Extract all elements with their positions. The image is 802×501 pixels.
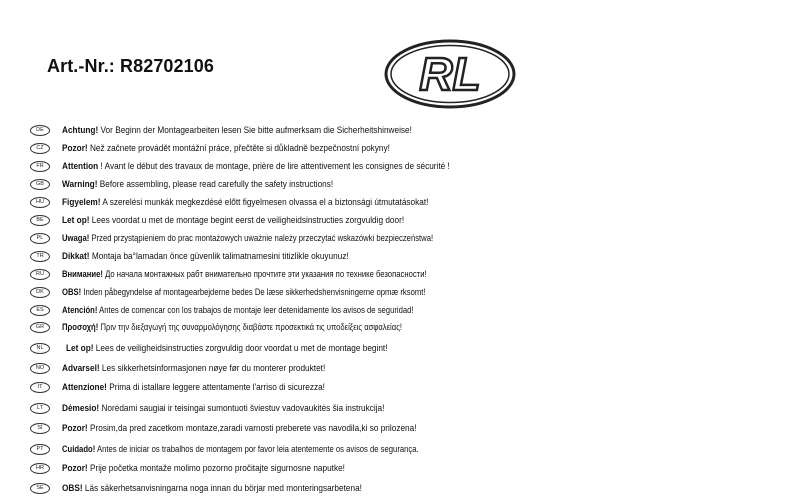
language-badge: PL	[30, 233, 50, 244]
warning-message: ! Avant le début des travaux de montage, prière de lire attentivement les consignes de sécurité !	[100, 160, 450, 172]
warning-message: Antes de iniciar os trabalhos de montagem por favor leia atentemente os avisos de segurança.	[96, 443, 419, 455]
warning-label: Advarsel!	[62, 362, 100, 374]
warning-row	[30, 195, 488, 209]
warning-message: Les sikkerhetsinformasjonen nøye før du monterer produktet!	[101, 362, 326, 374]
warning-row	[30, 159, 513, 173]
warning-message: Prije početka montaže molimo pozorno pročitajte sigurnosne naputke!	[89, 462, 345, 474]
warning-label: Dėmesio!	[62, 402, 100, 414]
language-badge: GR	[30, 322, 50, 333]
warning-row	[30, 141, 443, 155]
warning-row	[30, 461, 391, 475]
warning-label: Warning!	[62, 178, 98, 190]
warning-text	[62, 382, 325, 393]
warning-row	[30, 249, 395, 263]
warning-row	[30, 177, 377, 191]
warning-label: Dikkat!	[62, 250, 90, 262]
warning-text	[62, 215, 404, 226]
warning-label: Attention	[62, 160, 99, 172]
warning-label: Внимание!	[62, 268, 103, 280]
warning-row	[30, 285, 516, 299]
warning-message: Inden påbegyndelse af montagearbejderne bedes De læse sikkerhedshenvisningerne opmæ rksomt!	[83, 286, 426, 298]
warning-message: Läs säkerhetsanvisningarna noga innan du börjar med monteringsarbetena!	[84, 482, 362, 494]
warning-text	[62, 125, 412, 136]
warning-label: Attenzione!	[62, 381, 107, 393]
warning-label: Uwaga!	[62, 232, 90, 244]
logo-text: RL	[419, 48, 481, 100]
language-badge: NO	[30, 363, 50, 374]
warning-text	[62, 179, 333, 190]
warning-message: Prima di istallare leggere attentamente l'arriso di sicurezza!	[109, 381, 325, 393]
warning-row	[30, 421, 474, 435]
warning-label: Προσοχή!	[62, 321, 99, 333]
language-badge: FR	[30, 161, 50, 172]
warning-message: Než začnete provádět montážní práce, přečtěte si důkladně bezpečnostní pokyny!	[89, 142, 390, 154]
warning-message: Lees voordat u met de montage begint eerst de veiligheidsinstructies zorgvuldig door!	[91, 214, 405, 226]
warning-row	[30, 341, 440, 355]
warning-message: Vor Beginn der Montagearbeiten lesen Sie bitte aufmerksam die Sicherheitshinweise!	[100, 124, 412, 136]
warning-row	[30, 361, 368, 375]
warning-row	[30, 303, 501, 317]
warning-text	[62, 322, 402, 333]
warning-message: Prosim,da pred zacetkom montaze,zaradi varnosti preberete vas navodila,ki so prilozena!	[89, 422, 417, 434]
language-badge: TR	[30, 251, 50, 262]
warning-row	[30, 123, 469, 137]
warning-message: Πριν την διεξαγωγή της συναρμολόγησης διαβάστε προσεκτικά τις υποδείξεις ασφαλείας!	[100, 321, 403, 333]
warning-message: Lees de veiligheidsinstructies zorgvuldig door voordat u met de montage begint!	[95, 342, 388, 354]
language-badge: SE	[30, 483, 50, 494]
warning-text	[62, 483, 362, 494]
warning-text	[62, 161, 450, 172]
warning-label: OBS!	[62, 482, 83, 494]
language-badge: CZ	[30, 143, 50, 154]
article-number: Art.-Nr.: R82702106	[47, 56, 214, 76]
warning-text	[62, 305, 414, 316]
language-badge: HR	[30, 463, 50, 474]
warning-label: Achtung!	[62, 124, 99, 136]
warning-message: Antes de comencar con los trabajos de montaje leer detenidamente los avisos de seguridad!	[99, 304, 414, 316]
warning-label: OBS!	[62, 286, 82, 298]
language-badge: LT	[30, 403, 50, 414]
warning-text	[62, 197, 428, 208]
warning-message: Norėdami saugiai ir teisingai sumontuoti šviestuv vadovaukitės šia instrukcija!	[101, 402, 385, 414]
warning-text	[62, 423, 417, 434]
language-badge: IT	[30, 382, 50, 393]
language-badge: BE	[30, 215, 50, 226]
warning-row	[30, 401, 437, 415]
warning-text	[66, 343, 388, 354]
language-badge: NL	[30, 343, 50, 354]
warning-text	[62, 363, 325, 374]
warning-label: Atención!	[62, 304, 98, 316]
warning-row	[30, 231, 526, 245]
language-badge: PT	[30, 444, 50, 455]
warning-message: Montaja ba°lamadan önce güvenlik talimatnamesini titizlikle okuyunuz!	[91, 250, 349, 262]
warning-message: До начала монтажных рабт внимательно прочтите эти указания по технике безопасности!	[105, 268, 427, 280]
warning-text	[62, 143, 390, 154]
warning-label: Cuidado!	[62, 443, 96, 455]
warning-row	[30, 380, 368, 394]
warning-label: Pozor!	[62, 462, 88, 474]
language-badge: DK	[30, 287, 50, 298]
warning-label: Pozor!	[62, 142, 88, 154]
warning-text	[62, 233, 433, 244]
warning-text	[62, 269, 427, 280]
warning-message: Before assembling, please read carefully the safety instructions!	[99, 178, 334, 190]
warning-text	[62, 463, 345, 474]
warning-text	[62, 251, 349, 262]
warning-text	[62, 444, 419, 455]
warning-row	[30, 442, 508, 456]
warning-row	[30, 481, 411, 495]
language-badge: HU	[30, 197, 50, 208]
language-badge: ES	[30, 305, 50, 316]
warning-label: Pozor!	[62, 422, 88, 434]
warning-text	[62, 287, 426, 298]
language-badge: GB	[30, 179, 50, 190]
warning-message: Przed przystąpieniem do prac montażowych uważnie należy przeczytać wskazówki bezpieczeństwa!	[91, 232, 434, 244]
warning-label: Figyelem!	[62, 196, 101, 208]
warning-label: Let op!	[62, 214, 90, 226]
language-badge: SI	[30, 423, 50, 434]
language-badge: DE	[30, 125, 50, 136]
warning-row	[30, 320, 487, 334]
warning-row	[30, 267, 518, 281]
language-badge: RU	[30, 269, 50, 280]
warning-label: Let op!	[66, 342, 94, 354]
warning-message: A szerelési munkák megkezdésé előtt figyelmesen olvassa el a biztonsági útmutatásokat!	[102, 196, 429, 208]
warning-text	[62, 403, 384, 414]
warning-row	[30, 213, 460, 227]
